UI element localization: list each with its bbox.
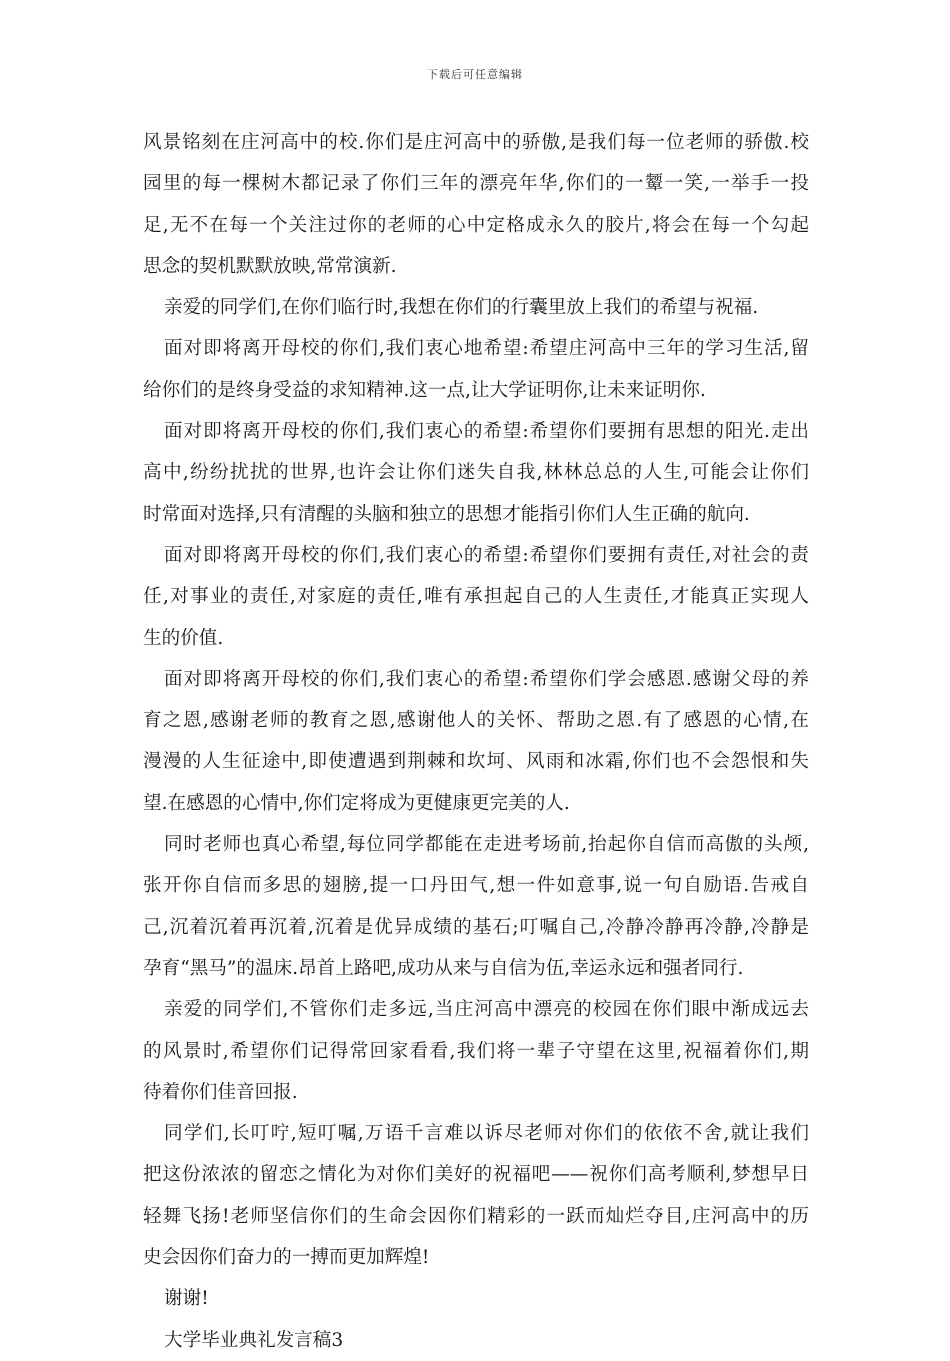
document-body xyxy=(143,122,809,1361)
text-line: 同学们,长叮咛,短叮嘱,万语千言难以诉尽老师对你们的依依不舍,就让我们 xyxy=(164,1123,809,1145)
text-line: 给你们的是终身受益的求知精神.这一点,让大学证明你,让未来证明你. xyxy=(143,379,706,401)
page-header: 下载后可任意编辑 xyxy=(427,68,523,81)
text-line: 望.在感恩的心情中,你们定将成为更健康更完美的人. xyxy=(143,792,570,814)
paragraph xyxy=(143,328,809,411)
text-line: 亲爱的同学们,在你们临行时,我想在你们的行囊里放上我们的希望与祝福. xyxy=(164,297,759,319)
text-line: 孕育“黑马”的温床.昂首上路吧,成功从来与自信为伍,幸运永远和强者同行. xyxy=(143,957,744,979)
text-line: 时常面对选择,只有清醒的头脑和独立的思想才能指引你们人生正确的航向. xyxy=(143,503,750,525)
text-line: 谢谢! xyxy=(164,1288,209,1310)
text-line: 园里的每一棵树木都记录了你们三年的漂亮年华,你们的一颦一笑,一举手一投 xyxy=(143,173,809,195)
text-line: 亲爱的同学们,不管你们走多远,当庄河高中漂亮的校园在你们眼中渐成远去 xyxy=(164,999,809,1021)
text-line: 己,沉着沉着再沉着,沉着是优异成绩的基石;叮嘱自己,冷静冷静再冷静,冷静是 xyxy=(143,916,809,938)
text-line: 张开你自信而多思的翅膀,提一口丹田气,想一件如意事,说一句自励语.告戒自 xyxy=(143,875,809,897)
text-line: 史会因你们奋力的一搏而更加辉煌! xyxy=(143,1247,430,1269)
text-line: 生的价值. xyxy=(143,627,224,649)
paragraph xyxy=(143,1278,809,1319)
paragraph xyxy=(143,122,809,287)
text-line: 把这份浓浓的留恋之情化为对你们美好的祝福吧——祝你们高考顺利,梦想早日 xyxy=(143,1164,809,1186)
text-line: 高中,纷纷扰扰的世界,也许会让你们迷失自我,林林总总的人生,可能会让你们 xyxy=(143,462,809,484)
text-line: 的风景时,希望你们记得常回家看看,我们将一辈子守望在这里,祝福着你们,期 xyxy=(143,1040,809,1062)
text-line: 轻舞飞扬!老师坚信你们的生命会因你们精彩的一跃而灿烂夺目,庄河高中的历 xyxy=(143,1205,809,1227)
paragraph xyxy=(143,659,809,824)
text-line: 任,对事业的责任,对家庭的责任,唯有承担起自己的人生责任,才能真正实现人 xyxy=(143,586,809,608)
text-line: 育之恩,感谢老师的教育之恩,感谢他人的关怀、帮助之恩.有了感恩的心情,在 xyxy=(143,710,809,732)
paragraph xyxy=(143,411,809,535)
text-line: 面对即将离开母校的你们,我们衷心的希望:希望你们要拥有责任,对社会的责 xyxy=(164,544,809,566)
paragraph xyxy=(143,287,809,328)
text-line: 大学毕业典礼发言稿3 xyxy=(164,1329,344,1351)
text-line: 漫漫的人生征途中,即使遭遇到荆棘和坎坷、风雨和冰霜,你们也不会怨恨和失 xyxy=(143,751,809,773)
text-line: 同时老师也真心希望,每位同学都能在走进考场前,抬起你自信而高傲的头颅, xyxy=(164,834,809,856)
text-line: 面对即将离开母校的你们,我们衷心的希望:希望你们要拥有思想的阳光.走出 xyxy=(164,421,809,443)
paragraph xyxy=(143,989,809,1113)
text-line: 待着你们佳音回报. xyxy=(143,1081,298,1103)
paragraph xyxy=(143,824,809,989)
text-line: 思念的契机默默放映,常常演新. xyxy=(143,255,397,277)
paragraph xyxy=(143,535,809,659)
text-line: 足,无不在每一个关注过你的老师的心中定格成永久的胶片,将会在每一个勾起 xyxy=(143,214,809,236)
section-heading xyxy=(143,1320,809,1361)
text-line: 面对即将离开母校的你们,我们衷心的希望:希望你们学会感恩.感谢父母的养 xyxy=(164,668,809,690)
paragraph xyxy=(143,1113,809,1278)
text-line: 风景铭刻在庄河高中的校.你们是庄河高中的骄傲,是我们每一位老师的骄傲.校 xyxy=(143,132,809,153)
text-line: 面对即将离开母校的你们,我们衷心地希望:希望庄河高中三年的学习生活,留 xyxy=(164,338,809,360)
